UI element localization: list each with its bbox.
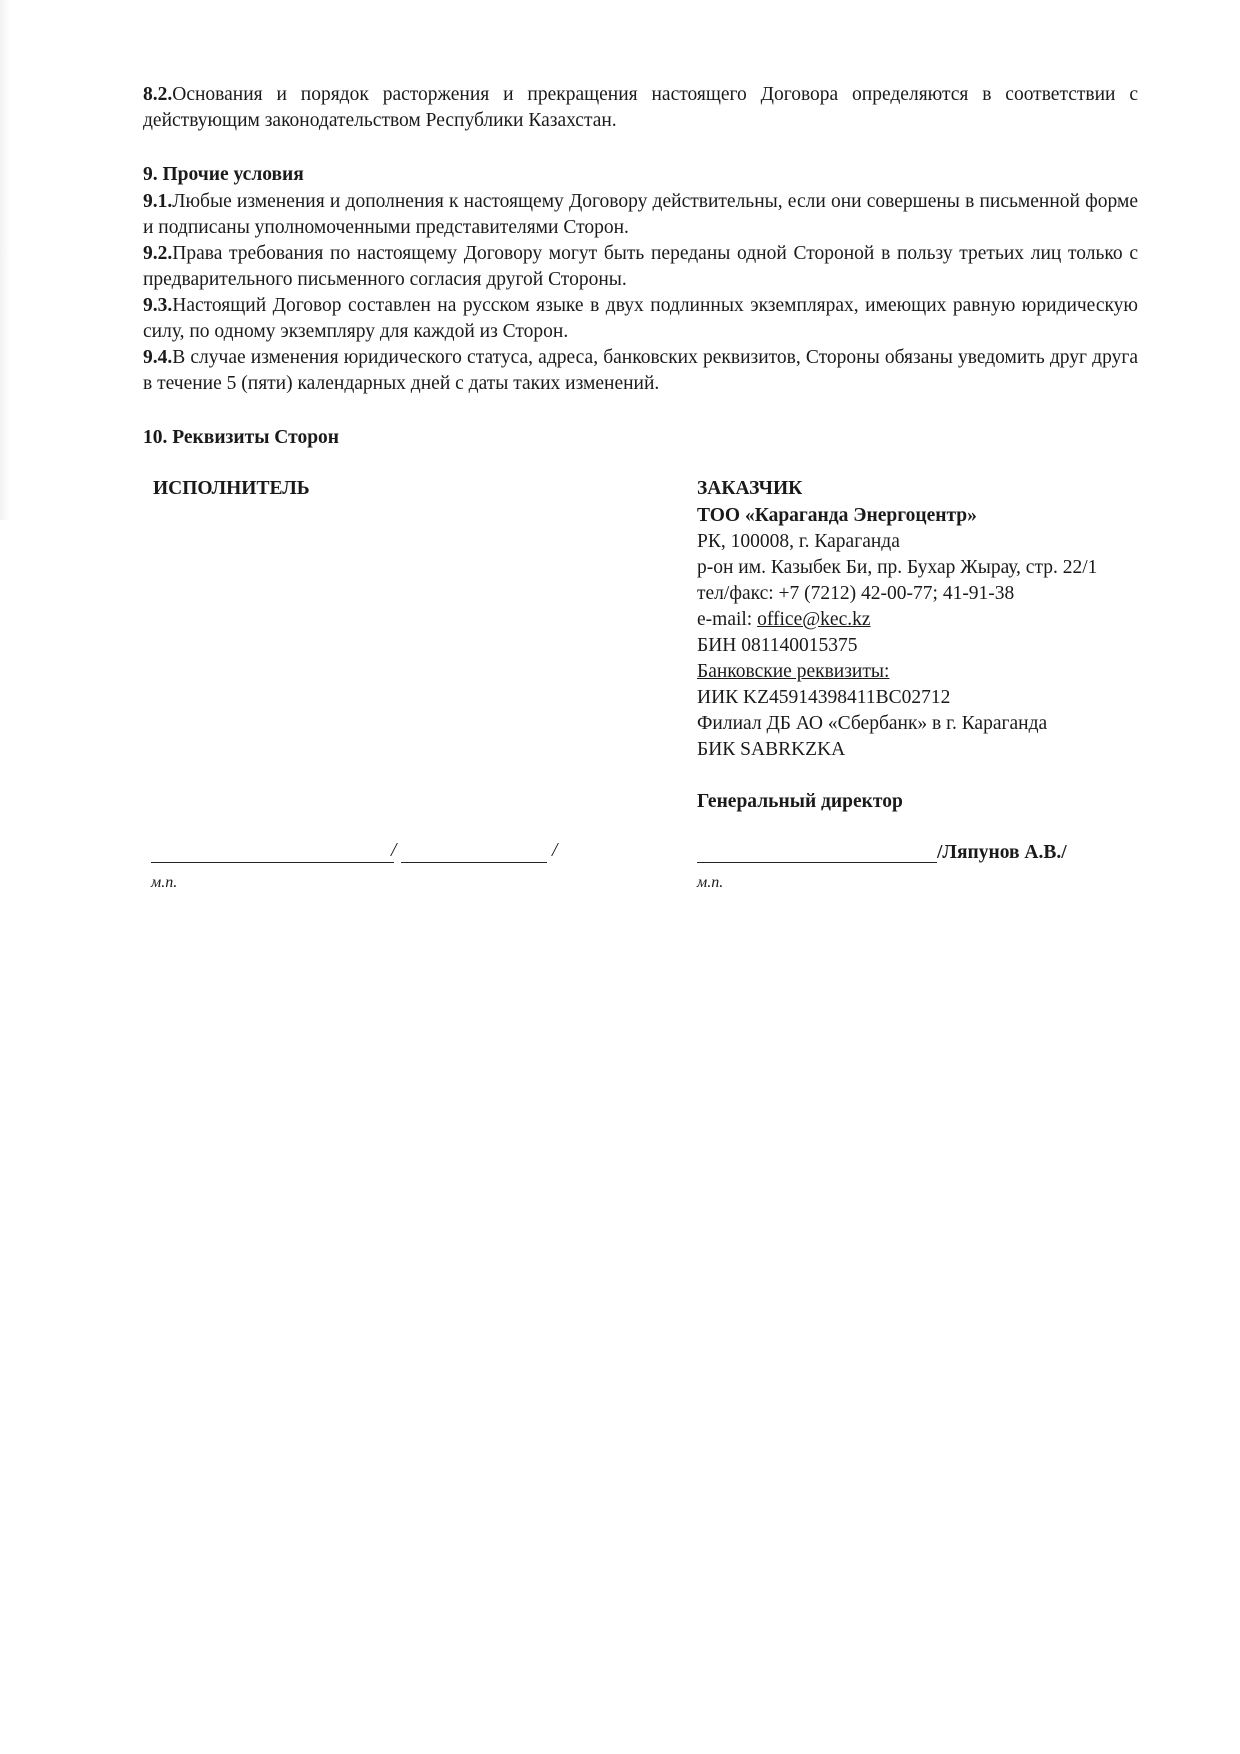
signature-separator: / [391,840,397,861]
clause-number: 9.2. [143,243,173,264]
customer-bank: Филиал ДБ АО «Сбербанк» в г. Караганда [697,713,1048,734]
clause-text: Права требования по настоящему Договору могут быть переданы одной Стороной в пользу третьих лиц только с предварительного письменного согласия другой Стороны. [143,243,1138,290]
email-label: e-mail: [697,609,758,630]
executor-signature-line [151,862,394,863]
signature-end-mark: / [552,840,558,861]
customer-phone: тел/факс: +7 (7212) 42-00-77; 41-91-38 [697,583,1015,604]
customer-iik: ИИК KZ45914398411BC02712 [697,687,951,708]
clause-text: Любые изменения и дополнения к настоящему Договору действительны, если они совершены в письменной форме и подписаны уполномоченными представителями Сторон. [143,191,1138,238]
customer-position: Генеральный директор [697,791,903,812]
clause-9-1 [143,189,1138,241]
customer-address-line-1: РК, 100008, г. Караганда [697,531,900,552]
bank-details-label: Банковские реквизиты: [697,661,890,682]
executor-title: ИСПОЛНИТЕЛЬ [153,478,310,499]
clause-number: 9.4. [143,347,173,368]
customer-signature-line [697,862,937,863]
clause-number: 9.3. [143,295,173,316]
clause-number: 9.1. [143,191,173,212]
customer-address-line-2: р-он им. Казыбек Би, пр. Бухар Жырау, стр. 22/1 [697,557,1098,578]
customer-signer-name: /Ляпунов А.В./ [937,842,1067,863]
clause-8-2 [143,82,1138,134]
clause-number: 8.2. [143,84,173,105]
email-link[interactable]: office@kec.kz [757,609,871,630]
section-9-heading: 9. Прочие условия [143,164,304,185]
customer-email-line [697,607,1097,633]
customer-stamp-label: м.п. [697,874,724,891]
clause-text: В случае изменения юридического статуса, адреса, банковских реквизитов, Стороны обязаны уведомить друг друга в течение 5 (пяти) календарных дней с даты таких изменений. [143,347,1138,394]
customer-bik: БИК SABRKZKA [697,739,846,760]
customer-title: ЗАКАЗЧИК [697,478,803,499]
clause-text: Основания и порядок расторжения и прекращения настоящего Договора определяются в соответствии с действующим законодательством Республики Казахстан. [143,84,1138,131]
customer-requisites [697,503,1097,763]
executor-stamp-label: м.п. [151,874,178,891]
customer-company: ТОО «Караганда Энергоцентр» [697,505,977,526]
executor-name-line [401,862,547,863]
customer-bin: БИН 081140015375 [697,635,858,656]
clause-9-3 [143,293,1138,345]
clause-9-2 [143,241,1138,293]
clause-text: Настоящий Договор составлен на русском языке в двух подлинных экземплярах, имеющих равную юридическую силу, по одному экземпляру для каждой из Сторон. [143,295,1138,342]
clause-9-4 [143,345,1138,397]
section-10-heading: 10. Реквизиты Сторон [143,427,340,448]
